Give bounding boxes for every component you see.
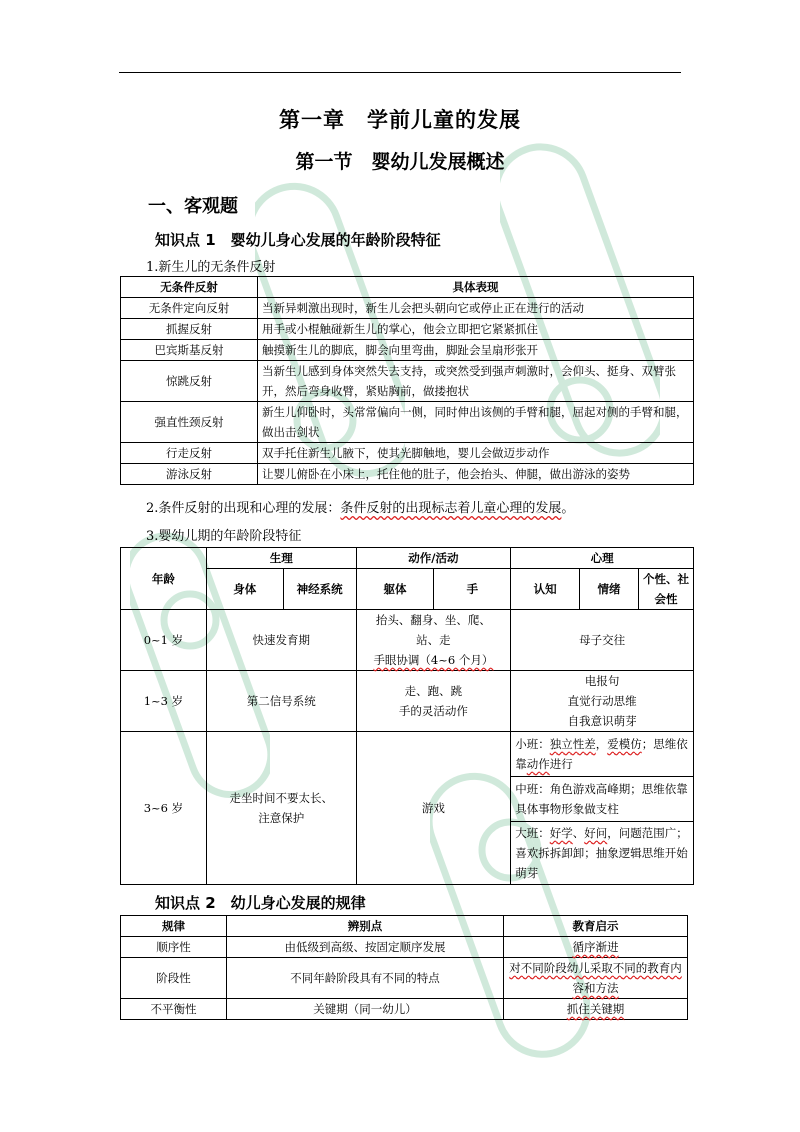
table-row [121, 340, 694, 361]
psychology-line: 直觉行动思维 [567, 694, 637, 708]
action-line: 站、走 [416, 633, 451, 647]
header-emotion: 情绪 [580, 569, 639, 610]
reflex-name: 强直性颈反射 [121, 402, 258, 443]
conditioned-prefix: 2.条件反射的出现和心理的发展： [146, 501, 341, 516]
action-line: 手眼协调（4~6 个月） [373, 653, 494, 667]
header-psychology: 心理 [511, 548, 694, 569]
law-education: 循序渐进 [504, 937, 688, 958]
table-header-row [121, 548, 694, 569]
reflex-desc: 双手托住新生儿腋下，使其光脚触地，婴儿会做迈步动作 [258, 443, 694, 464]
text: 独立性差 [549, 737, 596, 751]
law-name: 顺序性 [121, 937, 227, 958]
law-name: 不平衡性 [121, 999, 227, 1020]
law-name: 阶段性 [121, 958, 227, 999]
column-header: 教育启示 [504, 916, 688, 937]
table-subheader-row [121, 569, 694, 610]
reflex-desc: 触摸新生儿的脚底，脚会向里弯曲，脚趾会呈扇形张开 [258, 340, 694, 361]
reflex-name: 无条件定向反射 [121, 298, 258, 319]
reflex-desc: 让婴儿俯卧在小床上，托住他的肚子，他会抬头、伸腿，做出游泳的姿势 [258, 464, 694, 485]
law-point: 不同年龄阶段具有不同的特点 [227, 958, 504, 999]
age-cell: 1~3 岁 [121, 671, 207, 732]
text: 动作 [526, 757, 550, 771]
text: ，问题范围广；喜欢拆拆卸卸；抽象逻辑思维开始萌芽 [515, 826, 688, 880]
column-header: 规律 [121, 916, 227, 937]
conditioned-suffix: 。 [561, 501, 575, 516]
action-cell [356, 610, 511, 671]
physiology-cell [206, 732, 356, 885]
header-nerve: 神经系统 [283, 569, 356, 610]
action-cell [356, 671, 511, 732]
reflex-name: 巴宾斯基反射 [121, 340, 258, 361]
header-rule [119, 72, 681, 73]
header-hand: 手 [434, 569, 511, 610]
chapter-title: 第一章 学前儿童的发展 [279, 108, 521, 132]
header-personality: 个性、社会性 [639, 569, 694, 610]
knowledge-point-1-title: 知识点 1 婴幼儿身心发展的年龄阶段特征 [155, 231, 441, 249]
table-row [121, 937, 688, 958]
reflex-desc: 当新异刺激出现时，新生儿会把头朝向它或停止正在进行的活动 [258, 298, 694, 319]
physiology-line: 注意保护 [258, 811, 305, 825]
reflex-name: 游泳反射 [121, 464, 258, 485]
text: 大班： [515, 826, 550, 840]
stages-caption: 3.婴幼儿期的年龄阶段特征 [146, 529, 302, 544]
table-header-row [121, 916, 688, 937]
psychology-cell [511, 671, 694, 732]
section-title: 第一节 婴幼儿发展概述 [295, 151, 505, 173]
header-cognition: 认知 [511, 569, 580, 610]
part-title: 一、客观题 [148, 196, 238, 217]
action-cell: 游戏 [356, 732, 511, 885]
age-stage-table [120, 547, 694, 885]
header-age: 年龄 [121, 548, 207, 610]
table-row [121, 958, 688, 999]
physiology-cell: 快速发育期 [206, 610, 356, 671]
table-row [121, 298, 694, 319]
column-header: 无条件反射 [121, 277, 258, 298]
column-header: 具体表现 [258, 277, 694, 298]
table-header-row [121, 277, 694, 298]
law-education: 对不同阶段幼儿采取不同的教育内容和方法 [504, 958, 688, 999]
table-row [121, 402, 694, 443]
text: 好问 [584, 826, 608, 840]
text: 爱模仿 [607, 737, 642, 751]
table-row [121, 319, 694, 340]
conditioned-reflex-line [146, 497, 574, 516]
text: 、 [572, 826, 585, 840]
age-cell: 0~1 岁 [121, 610, 207, 671]
law-point: 关键期（同一幼儿） [227, 999, 504, 1020]
reflex-caption: 1.新生儿的无条件反射 [146, 260, 276, 275]
action-line: 走、跑、跳 [404, 684, 463, 698]
action-line: 手的灵活动作 [398, 704, 468, 718]
physiology-cell: 第二信号系统 [206, 671, 356, 732]
action-line: 抬头、翻身、坐、爬、 [375, 613, 491, 627]
text: ；思维依靠 [515, 737, 688, 771]
reflex-desc: 新生儿仰卧时，头常常偏向一侧，同时伸出该侧的手臂和腿，屈起对侧的手臂和腿，做出击剑状 [258, 402, 694, 443]
table-row [121, 361, 694, 402]
table-row [121, 671, 694, 732]
middle-class-cell: 中班：角色游戏高峰期；思维依靠具体事物形象做支柱 [511, 777, 694, 822]
text: 小班： [515, 737, 550, 751]
reflex-name: 惊跳反射 [121, 361, 258, 402]
header-physiology: 生理 [206, 548, 356, 569]
law-education: 抓住关键期 [504, 999, 688, 1020]
header-body: 身体 [206, 569, 283, 610]
physiology-line: 走坐时间不要太长、 [229, 791, 333, 805]
table-row [121, 610, 694, 671]
header-trunk: 躯体 [356, 569, 434, 610]
reflex-name: 抓握反射 [121, 319, 258, 340]
column-header: 辨别点 [227, 916, 504, 937]
conditioned-highlight: 条件反射的出现标志着儿童心理的发展 [340, 501, 562, 516]
development-law-table [120, 915, 688, 1020]
big-class-cell [511, 822, 694, 885]
table-row [121, 443, 694, 464]
psychology-line: 电报句 [584, 674, 620, 688]
table-row [121, 732, 694, 777]
reflex-table [120, 276, 694, 485]
psychology-line: 自我意识萌芽 [567, 714, 637, 728]
header-action: 动作/活动 [356, 548, 511, 569]
text: 好学 [549, 826, 573, 840]
text: 进行 [549, 757, 573, 771]
small-class-cell [511, 732, 694, 777]
text: ， [595, 737, 608, 751]
table-row [121, 999, 688, 1020]
law-point: 由低级到高级、按固定顺序发展 [227, 937, 504, 958]
reflex-name: 行走反射 [121, 443, 258, 464]
reflex-desc: 当新生儿感到身体突然失去支持，或突然受到强声刺激时，会仰头、挺身、双臂张开，然后弯身收臂，紧贴胸前，做搂抱状 [258, 361, 694, 402]
psychology-cell: 母子交往 [511, 610, 694, 671]
age-cell: 3~6 岁 [121, 732, 207, 885]
knowledge-point-2-title: 知识点 2 幼儿身心发展的规律 [155, 894, 366, 912]
table-row [121, 464, 694, 485]
reflex-desc: 用手或小棍触碰新生儿的掌心，他会立即把它紧紧抓住 [258, 319, 694, 340]
